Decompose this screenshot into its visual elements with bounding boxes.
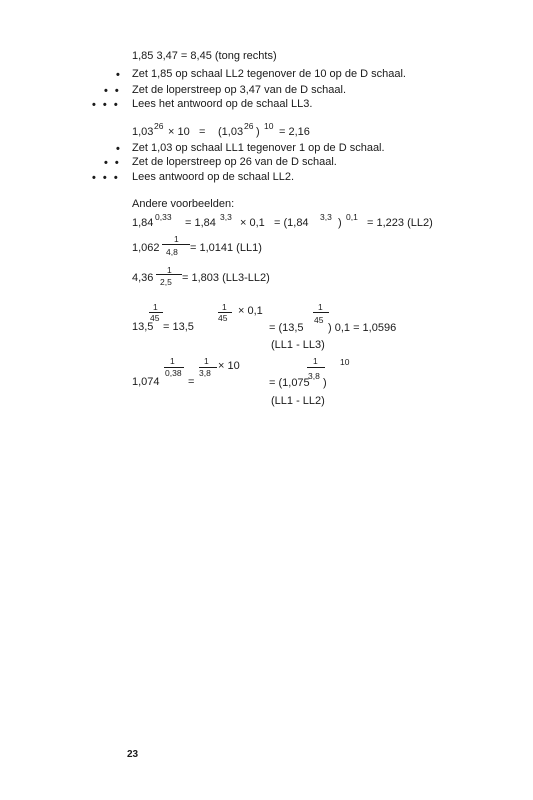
ex5-times: × 10	[218, 360, 240, 372]
ex1-times: × 0,1	[240, 217, 265, 229]
ex5-bar3	[307, 367, 325, 368]
step-2a: Zet 1,03 op schaal LL1 tegenover 1 op de D schaal.	[132, 142, 385, 154]
ex5-den1: 0,38	[165, 368, 182, 378]
formula-2-times: × 10	[168, 126, 190, 138]
ex1-result: = 1,223 (LL2)	[367, 217, 433, 229]
step-2b: Zet de loperstreep op 26 van de D schaal.	[132, 156, 337, 168]
ex2-fraction-bar	[162, 244, 190, 245]
formula-2-open: (1,03	[218, 126, 244, 138]
ex1-exp3: 3,3	[320, 212, 332, 222]
ex1-eq1: = 1,84	[185, 217, 216, 229]
step-marker-2a: •	[116, 143, 122, 155]
ex4-den2: 45	[218, 313, 228, 323]
formula-2-exp: 26	[154, 121, 164, 131]
ex1-exp2: 3,3	[220, 212, 232, 222]
ex3-result: = 1,803 (LL3-LL2)	[182, 272, 270, 284]
ex4-scales: (LL1 - LL3)	[271, 339, 325, 351]
ex4-den3: 45	[314, 315, 324, 325]
ex4-eq1: = 13,5	[163, 321, 194, 333]
ex4-eq2: = (13,5	[269, 322, 304, 334]
ex5-base1: 1,074	[132, 376, 160, 388]
ex2-base: 1,062	[132, 242, 160, 254]
ex3-base: 4,36	[132, 272, 154, 284]
ex4-close: ) 0,1 = 1,0596	[328, 322, 397, 334]
ex4-den1: 45	[150, 313, 160, 323]
ex5-num1: 1	[170, 356, 175, 366]
ex5-eq2: = (1,075	[269, 377, 310, 389]
ex5-scales: (LL1 - LL2)	[271, 395, 325, 407]
ex5-num2: 1	[204, 356, 209, 366]
step-marker-1c: • • •	[92, 99, 120, 111]
ex1-base: 1,84	[132, 217, 154, 229]
ex5-exp-out: 10	[340, 357, 350, 367]
formula-2-base: 1,03	[132, 126, 154, 138]
ex3-den: 2,5	[160, 277, 172, 287]
ex4-num2: 1	[222, 302, 227, 312]
ex4-base1: 13,5	[132, 321, 154, 333]
ex2-result: = 1,0141 (LL1)	[190, 242, 262, 254]
ex5-eq1: =	[188, 376, 195, 388]
ex5-close: )	[323, 377, 327, 389]
ex4-num1: 1	[153, 302, 158, 312]
step-marker-2b: • •	[104, 157, 121, 169]
ex1-exp: 0,33	[155, 212, 172, 222]
formula-1: 1,85 3,47 = 8,45 (tong rechts)	[132, 50, 277, 62]
step-1b: Zet de loperstreep op 3,47 van de D schaal.	[132, 84, 347, 96]
ex4-num3: 1	[318, 302, 323, 312]
examples-heading: Andere voorbeelden:	[132, 198, 235, 210]
ex1-close: )	[338, 217, 342, 229]
ex4-times: × 0,1	[238, 305, 263, 317]
ex5-num3: 1	[313, 356, 318, 366]
step-marker-1b: • •	[104, 85, 121, 97]
formula-2-result: = 2,16	[279, 126, 310, 138]
formula-2-exp3: 10	[264, 121, 274, 131]
step-marker-2c: • • •	[92, 172, 120, 184]
page-number: 23	[127, 749, 139, 760]
step-marker-1a: •	[116, 69, 122, 81]
ex3-fraction-bar	[156, 274, 182, 275]
formula-2-exp2: 26	[244, 121, 254, 131]
step-1c: Lees het antwoord op de schaal LL3.	[132, 98, 313, 110]
formula-2-eq: =	[199, 126, 206, 138]
ex3-num: 1	[167, 265, 172, 275]
ex5-den2: 3,8	[199, 368, 211, 378]
ex1-exp4: 0,1	[346, 212, 358, 222]
step-1a: Zet 1,85 op schaal LL2 tegenover de 10 op de D schaal.	[132, 68, 406, 80]
ex2-num: 1	[174, 234, 179, 244]
step-2c: Lees antwoord op de schaal LL2.	[132, 171, 295, 183]
ex2-den: 4,8	[166, 247, 178, 257]
ex1-eq2: = (1,84	[274, 217, 309, 229]
ex5-den3: 3,8	[308, 371, 320, 381]
formula-2-close: )	[256, 126, 260, 138]
ex4-bar3	[313, 312, 329, 313]
